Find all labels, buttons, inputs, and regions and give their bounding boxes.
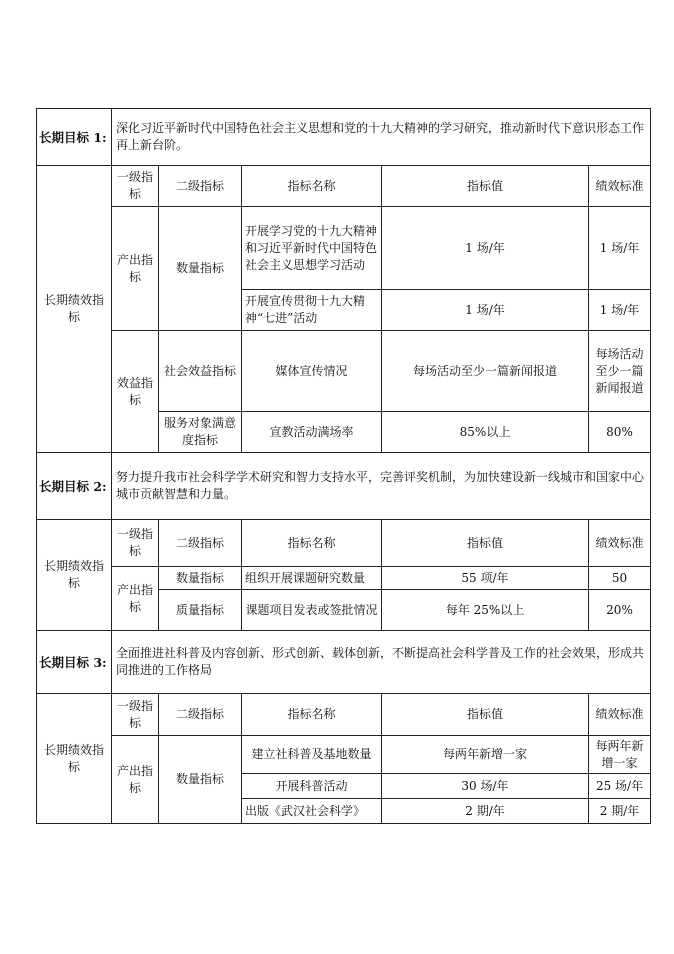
output-indicator-label: 产出指标 [112, 736, 159, 824]
indicator-name: 开展科普活动 [242, 774, 382, 799]
indicator-value: 每年 25%以上 [382, 590, 589, 631]
header-value: 指标值 [382, 166, 589, 207]
indicator-standard: 50 [589, 567, 651, 590]
indicator-standard: 1 场/年 [589, 207, 651, 290]
quantity-indicator-label: 数量指标 [159, 736, 242, 824]
header-name: 指标名称 [242, 520, 382, 567]
table-row [37, 736, 651, 774]
indicator-value: 每两年新增一家 [382, 736, 589, 774]
goal-3-row [37, 631, 651, 694]
header-value: 指标值 [382, 520, 589, 567]
indicator-standard: 1 场/年 [589, 290, 651, 331]
table-row [37, 331, 651, 412]
indicator-value: 30 场/年 [382, 774, 589, 799]
indicator-standard: 25 场/年 [589, 774, 651, 799]
indicator-name: 开展宣传贯彻十九大精神“七进”活动 [242, 290, 382, 331]
goal-3-header-row [37, 694, 651, 736]
indicator-standard: 每场活动至少一篇新闻报道 [589, 331, 651, 412]
header-level2: 二级指标 [159, 166, 242, 207]
goal-1-section-label: 长期绩效指标 [37, 166, 112, 453]
header-level2: 二级指标 [159, 520, 242, 567]
header-standard: 绩效标准 [589, 694, 651, 736]
quantity-indicator-label: 数量指标 [159, 207, 242, 331]
quantity-indicator-label: 数量指标 [159, 567, 242, 590]
indicator-standard: 20% [589, 590, 651, 631]
indicator-name: 课题项目发表或签批情况 [242, 590, 382, 631]
indicator-value: 2 期/年 [382, 799, 589, 824]
header-standard: 绩效标准 [589, 520, 651, 567]
goal-2-row [37, 453, 651, 520]
goal-1-description: 深化习近平新时代中国特色社会主义思想和党的十九大精神的学习研究，推动新时代下意识形态工作再上新台阶。 [112, 109, 651, 166]
performance-goals-table [36, 108, 651, 824]
output-indicator-label: 产出指标 [112, 567, 159, 631]
indicator-name: 建立社科普及基地数量 [242, 736, 382, 774]
table-row [37, 207, 651, 290]
indicator-name: 出版《武汉社会科学》 [242, 799, 382, 824]
indicator-value: 1 场/年 [382, 207, 589, 290]
goal-2-description: 努力提升我市社会科学学术研究和智力支持水平，完善评奖机制，为加快建设新一线城市和国家中心城市贡献智慧和力量。 [112, 453, 651, 520]
indicator-standard: 2 期/年 [589, 799, 651, 824]
social-indicator-label: 社会效益指标 [159, 331, 242, 412]
effect-indicator-label: 效益指标 [112, 331, 159, 453]
table-row [37, 567, 651, 590]
indicator-name: 媒体宣传情况 [242, 331, 382, 412]
goal-3-description: 全面推进社科普及内容创新、形式创新、载体创新，不断提高社会科学普及工作的社会效果，形成共同推进的工作格局 [112, 631, 651, 694]
header-level1: 一级指标 [112, 520, 159, 567]
quality-indicator-label: 质量指标 [159, 590, 242, 631]
satisfaction-indicator-label: 服务对象满意度指标 [159, 412, 242, 453]
goal-1-row [37, 109, 651, 166]
indicator-name: 宣教活动满场率 [242, 412, 382, 453]
indicator-value: 85%以上 [382, 412, 589, 453]
goal-2-section-label: 长期绩效指标 [37, 520, 112, 631]
goal-1-label: 长期目标 1: [37, 109, 112, 166]
goal-2-header-row [37, 520, 651, 567]
goal-3-label: 长期目标 3: [37, 631, 112, 694]
header-value: 指标值 [382, 694, 589, 736]
indicator-name: 组织开展课题研究数量 [242, 567, 382, 590]
goal-3-section-label: 长期绩效指标 [37, 694, 112, 824]
header-level2: 二级指标 [159, 694, 242, 736]
header-name: 指标名称 [242, 166, 382, 207]
goal-1-header-row [37, 166, 651, 207]
indicator-value: 1 场/年 [382, 290, 589, 331]
header-standard: 绩效标准 [589, 166, 651, 207]
output-indicator-label: 产出指标 [112, 207, 159, 331]
header-level1: 一级指标 [112, 166, 159, 207]
indicator-standard: 每两年新增一家 [589, 736, 651, 774]
indicator-name: 开展学习党的十九大精神和习近平新时代中国特色社会主义思想学习活动 [242, 207, 382, 290]
header-level1: 一级指标 [112, 694, 159, 736]
indicator-value: 55 项/年 [382, 567, 589, 590]
indicator-standard: 80% [589, 412, 651, 453]
header-name: 指标名称 [242, 694, 382, 736]
indicator-value: 每场活动至少一篇新闻报道 [382, 331, 589, 412]
goal-2-label: 长期目标 2: [37, 453, 112, 520]
